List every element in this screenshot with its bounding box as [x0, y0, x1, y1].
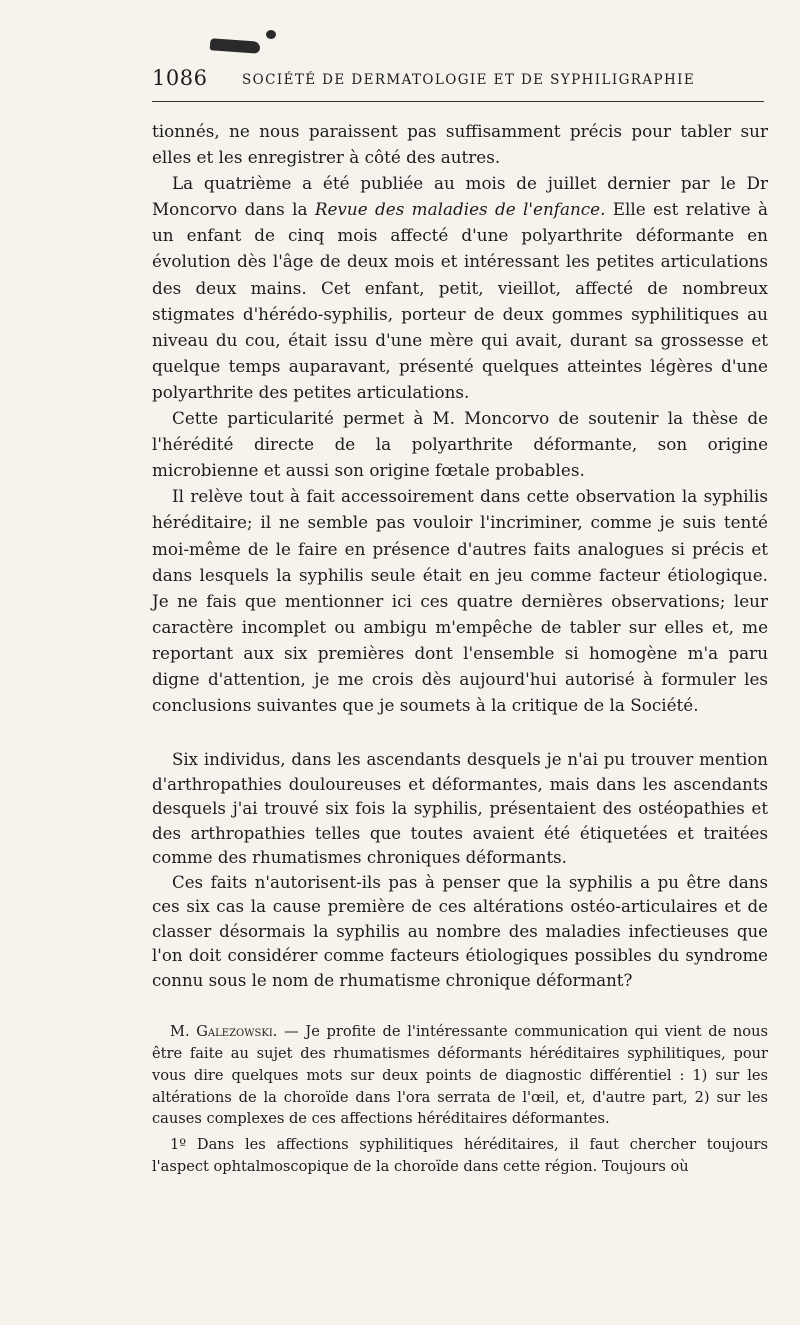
paragraph: tionnés, ne nous paraissent pas suffisamment précis pour tabler sur elles et les enregistrer à côté des autres. [152, 121, 768, 168]
speaker-name: Galezowski [196, 1023, 273, 1041]
discussion-paragraph: 1º Dans les affections syphilitiques héréditaires, il faut chercher toujours l'aspect ophtalmoscopique de la choroïde dans cette région. Toujours où [152, 1136, 768, 1175]
paragraph-text: Elle est relative à un enfant de cinq mois affecté d'une polyarthrite déformante en évolution dès l'âge de deux mois et intéressant les petites articulations des deux mains. Cet enfant, petit, vieillot, affecté de nombreux stigmates d'hérédo-syphilis, porteur de deux gommes syphilitiques au niveau du cou, était issu d'une mère qui avait, durant sa grossesse et quelque temps auparavant, présenté quelques atteintes légères d'une polyarthrite des petites articulations. [152, 199, 768, 402]
paragraph [152, 170, 768, 405]
page-number: 1086 [152, 66, 208, 90]
discussion-paragraph [152, 1021, 768, 1130]
page-header [152, 66, 764, 96]
ink-smudge [210, 38, 261, 53]
conclusion-paragraph: Six individus, dans les ascendants desquels je n'ai pu trouver mention d'arthropathies douloureuses et déformantes, mais dans les ascendants desquels j'ai trouvé six fois la syphilis, présentaient des ostéopathies et des arthropathies telles que toutes avaient été étiquetées et traitées comme des rhumatismes chroniques déformants. [152, 750, 768, 868]
ink-spot [266, 30, 276, 39]
paragraph: Il relève tout à fait accessoirement dans cette observation la syphilis héréditaire; il ne semble pas vouloir l'incriminer, comme je suis tenté moi-même de le faire en présence d'autres faits analogues si précis et dans lesquels la syphilis seule était en jeu comme facteur étiologique. Je ne fais que mentionner ici ces quatre dernières observations; leur caractère incomplet ou ambigu m'empêche de tabler sur elles et, me reportant aux six premières dont l'ensemble si homogène m'a paru digne d'attention, je me crois dès aujourd'hui autorisé à formuler les conclusions suivantes que je soumets à la critique de la Société. [152, 486, 768, 716]
section-gap [152, 718, 768, 748]
paragraph-text: . — Je profite de l'intéressante communication qui vient de nous être faite au sujet des rhumatismes déformants héréditaires syphilitiques, pour vous dire quelques mots sur deux points de diagnostic différentiel : 1) sur les altérations de la choroïde dans l'ora serrata de l'œil, et, d'autre part, 2) sur les causes complexes de ces affections héréditaires déformantes. [152, 1023, 768, 1128]
body-text [152, 118, 768, 1178]
running-head: SOCIÉTÉ DE DERMATOLOGIE ET DE SYPHILIGRAPHIE [242, 72, 696, 88]
speaker-prefix: M. [170, 1023, 197, 1041]
header-rule [152, 101, 764, 102]
section-gap [152, 993, 768, 1021]
journal-title: Revue des maladies de l'enfance. [314, 199, 606, 220]
paragraph-text: La quatrième a été publiée au mois de juillet dernier par le Dr Moncorvo dans la [152, 173, 768, 220]
conclusion-paragraph: Ces faits n'autorisent-ils pas à penser que la syphilis a pu être dans ces six cas la cause première de ces altérations ostéo-articulaires et de classer désormais la syphilis au nombre des maladies infectieuses que l'on doit considérer comme facteurs étiologiques possibles du syndrome connu sous le nom de rhumatisme chronique déformant? [152, 872, 768, 990]
paragraph: Cette particularité permet à M. Moncorvo de soutenir la thèse de l'hérédité directe de la polyarthrite déformante, son origine microbienne et aussi son origine fœtale probables. [152, 408, 768, 481]
